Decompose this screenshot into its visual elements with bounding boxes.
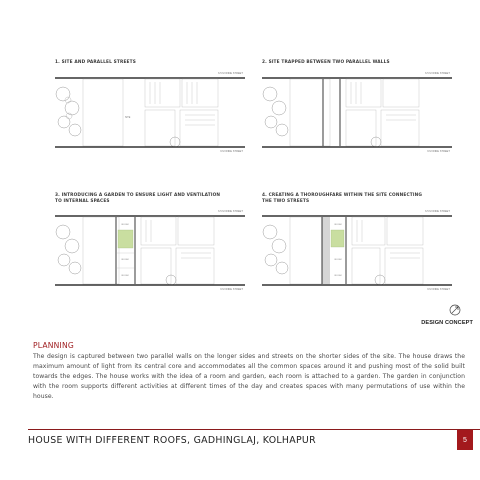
central-garden (331, 230, 344, 247)
thoroughfare (322, 217, 330, 284)
neighbouring-plots (346, 79, 419, 146)
top-street-label: 6.5 M WIDE STREET (218, 210, 243, 213)
neighbouring-plots (145, 79, 218, 146)
top-street-label: 6.5 M WIDE STREET (218, 72, 243, 75)
room-label: ROOM (334, 259, 342, 261)
trees (263, 87, 288, 136)
panel-title: 1. SITE AND PARALLEL STREETS (55, 60, 136, 65)
bottom-street-label: 9 M WIDE STREET (220, 288, 243, 291)
planning-description: The design is captured between two parallel walls on the longer sides and streets on the shorter sides of the site. The house draws the maximum amount of light from its central core and accommodates all the common spaces around it and pushing most of the solid built towards the edges. The house works with the idea of a room and garden, each room is attached to a garden. The garden in conjunction with the room supports different activities at different times of the day and creates spaces with many permutations of use within the house. (33, 353, 465, 400)
concept-panel-1 (55, 60, 245, 160)
room-label: ROOM (121, 275, 129, 277)
design-concept-label: DESIGN CONCEPT (421, 320, 473, 326)
section-title: PLANNING (33, 341, 74, 350)
trees (263, 225, 288, 274)
top-street-label: 6.5 M WIDE STREET (425, 72, 450, 75)
concept-panel-2 (262, 60, 452, 160)
panel-title: 3. INTRODUCING A GARDEN TO ENSURE LIGHT AND VENTILATION TO INTERNAL SPACES (55, 193, 221, 204)
parallel-walls (323, 79, 340, 146)
site-diagram-4 (262, 208, 452, 298)
trees (56, 225, 81, 274)
room-label: ROOM (121, 259, 129, 261)
panel-title: 4. CREATING A THOROUGHFARE WITHIN THE SITE CONNECTING THE TWO STREETS (262, 193, 422, 204)
page-number-badge: 5 (457, 430, 473, 450)
panel-title: 2. SITE TRAPPED BETWEEN TWO PARALLEL WALLS (262, 60, 390, 65)
central-garden (118, 230, 133, 248)
bottom-street-label: 9 M WIDE STREET (427, 150, 450, 153)
site-label: SITE (125, 116, 131, 119)
room-label: ROOM (334, 275, 342, 277)
north-arrow-icon (449, 304, 461, 316)
concept-panel-4 (262, 193, 452, 293)
bottom-street-label: 9 M WIDE STREET (427, 288, 450, 291)
concept-panel-3 (55, 193, 245, 293)
room-label: ROOM (334, 224, 342, 226)
footer-divider (28, 429, 480, 430)
trees (56, 87, 81, 136)
footer-title: HOUSE WITH DIFFERENT ROOFS, GADHINGLAJ, KOLHAPUR (28, 435, 316, 446)
bottom-street-label: 9 M WIDE STREET (220, 150, 243, 153)
site-diagram-1 (55, 70, 245, 160)
site-diagram-3 (55, 208, 245, 298)
neighbouring-plots (352, 217, 423, 284)
room-label: ROOM (121, 224, 129, 226)
site-diagram-2 (262, 70, 452, 160)
neighbouring-plots (141, 217, 214, 284)
top-street-label: 6.5 M WIDE STREET (425, 210, 450, 213)
